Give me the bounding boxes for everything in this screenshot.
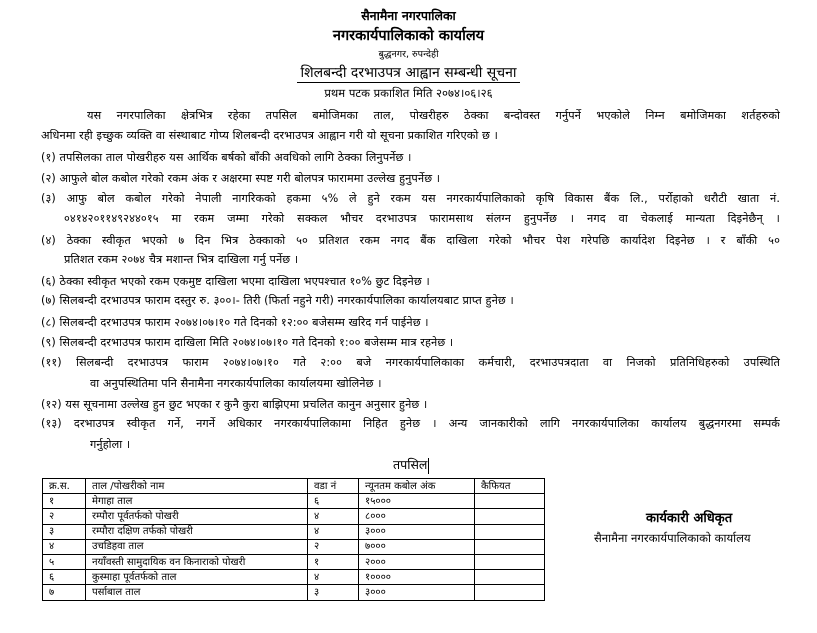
cell-remarks — [475, 554, 545, 569]
cell-ward: ४ — [308, 524, 359, 539]
cell-remarks — [475, 494, 545, 509]
column-header-serial: क्र.स. — [43, 479, 86, 494]
cell-name: रम्पौरा दक्षिण तर्फको पोखरी — [86, 524, 308, 539]
condition-line: (१२) यस सूचनामा उल्लेख हुन छुट भएका र कुनै कुरा बाझिएमा प्रचलित कानुन अनुसार हुनेछ । — [41, 398, 428, 411]
column-header-min-bid: न्यूनतम कबोल अंक — [359, 479, 475, 494]
cell-name: कुस्माहा पूर्वतर्फको ताल — [86, 570, 308, 585]
cell-name: नयाँवस्ती सामुदायिक वन किनाराको पोखरी — [86, 554, 308, 569]
cell-ward: १ — [308, 554, 359, 569]
publish-date: प्रथम पटक प्रकाशित मिति २०७४।०६।२६ — [324, 86, 493, 100]
cell-ward: ४ — [308, 509, 359, 524]
cell-remarks — [475, 524, 545, 539]
signatory-title: कार्यकारी अधिकृत — [646, 511, 733, 526]
intro-line: यस नगरपालिका क्षेत्रभित्र रहेका तपसिल बमोजिमका ताल, पोखरीहरु ठेक्का बन्दोवस्त गर्नुपर्ने भएकोले निम्न बमोजिमका शर्तहरुको — [87, 109, 780, 122]
table-row — [43, 524, 545, 539]
condition-line: गर्नुहोला । — [90, 438, 131, 451]
condition-line: ०४१४२०११४९२४४०१५ मा रकम जम्मा गरेको सक्कल भौचर दरभाउपत्र फारामसाथ संलग्न हुनुपर्नेछ । नगद वा चेकलाई मान्यता दिइनेछैन् । — [64, 212, 780, 225]
cell-remarks — [475, 570, 545, 585]
notice-title-text: शिलबन्दी दरभाउपत्र आह्वान सम्बन्धी सूचना — [297, 65, 519, 83]
cell-ward: २ — [308, 539, 359, 554]
cell-serial: ७ — [43, 585, 86, 600]
text-cursor — [428, 458, 429, 474]
table-row — [43, 554, 545, 569]
table-title — [393, 456, 429, 474]
condition-line: (२) आफुले बोल कबोल गरेको रकम अंक र अक्षरमा स्पष्ट गरी बोलपत्र फाराममा उल्लेख हुनुपर्नेछ । — [41, 172, 441, 185]
cell-min-bid: ८००० — [359, 509, 475, 524]
table-row — [43, 570, 545, 585]
cell-min-bid: ३००० — [359, 524, 475, 539]
cell-min-bid: ७००० — [359, 539, 475, 554]
cell-name: रम्पौरा पूर्वतर्फको पोखरी — [86, 509, 308, 524]
cell-serial: ३ — [43, 524, 86, 539]
pond-list-table — [42, 478, 545, 601]
cell-remarks — [475, 585, 545, 600]
cell-name: पर्साबाल ताल — [86, 585, 308, 600]
municipality-name: सैनामैना नगरपालिका — [361, 8, 456, 23]
table-row — [43, 585, 545, 600]
condition-line: (७) सिलबन्दी दरभाउपत्र फाराम दस्तुर रु. ३००।- तिरी (फिर्ता नहुने गरी) नगरकार्यपालिका कार्यालयबाट प्राप्त हुनेछ । — [41, 294, 514, 307]
condition-line: (९) सिलबन्दी दरभाउपत्र फाराम दाखिला मिति २०७४।०७।१० गते दिनको १:०० बजेसम्म मात्र रहनेछ । — [41, 336, 454, 349]
signatory-office: सैनामैना नगरकार्यपालिकाको कार्यालय — [594, 531, 751, 545]
condition-line: (३) आफु बोल कबोल गरेको नेपाली नागरिकको हकमा ५% ले हुने रकम यस नगरकार्यपालिकाको कृषि विकास बैंक लि., पर्रोहाको धरौटी खाता नं. — [41, 192, 780, 205]
office-name: नगरकार्यपालिकाको कार्यालय — [332, 28, 485, 44]
condition-line: (१) तपसिलका ताल पोखरीहरु यस आर्थिक बर्षको बाँकी अवधिको लागि ठेक्का लिनुपर्नेछ । — [41, 151, 412, 164]
table-row — [43, 509, 545, 524]
cell-serial: ४ — [43, 539, 86, 554]
table-title-text: तपसिल — [393, 457, 428, 472]
condition-line: वा अनुपस्थितिमा पनि सैनामैना नगरकार्यपालिका कार्यालयमा खोलिनेछ । — [90, 377, 382, 390]
condition-line: (८) सिलबन्दी दरभाउपत्र फाराम २०७४।०७।१० गते दिनको १२:०० बजेसम्म खरिद गर्न पाईनेछ । — [41, 316, 429, 329]
column-header-remarks: कैफियत — [475, 479, 545, 494]
cell-min-bid: १०००० — [359, 570, 475, 585]
cell-serial: १ — [43, 494, 86, 509]
table-header-row — [43, 479, 545, 494]
condition-line: (४) ठेक्का स्वीकृत भएको ७ दिन भित्र ठेक्काको ५० प्रतिशत रकम नगद बैंक दाखिला गरेको भौचर पेश गरेपछि कार्यादेश दिइनेछ । र बाँकी ५० — [41, 234, 780, 247]
cell-name: उचडिहवा ताल — [86, 539, 308, 554]
cell-serial: २ — [43, 509, 86, 524]
column-header-name: ताल /पोखरीको नाम — [86, 479, 308, 494]
notice-title — [0, 63, 817, 82]
cell-name: मेगाहा ताल — [86, 494, 308, 509]
cell-ward: ४ — [308, 570, 359, 585]
condition-line: (६) ठेक्का स्वीकृत भएको रकम एकमुष्ट दाखिला भएमा दाखिला भएपश्चात १०% छुट दिइनेछ । — [41, 275, 430, 288]
column-header-ward: वडा नं — [308, 479, 359, 494]
cell-serial: ५ — [43, 554, 86, 569]
cell-min-bid: ३००० — [359, 585, 475, 600]
cell-remarks — [475, 539, 545, 554]
table-row — [43, 539, 545, 554]
cell-min-bid: १५००० — [359, 494, 475, 509]
condition-line: (१३) दरभाउपत्र स्वीकृत गर्ने, नगर्ने अधिकार नगरकार्यपालिकामा निहित हुनेछ । अन्य जानकारीको लागि नगरकार्यपालिका कार्यालय बुद्धनगरमा सम्पर्क — [41, 417, 780, 430]
cell-ward: ६ — [308, 494, 359, 509]
condition-line: (११) सिलबन्दी दरभाउपत्र फाराम २०७४।०७।१० गते २:०० बजे नगरकार्यपालिकाका कर्मचारी, दरभाउपत्रदाता वा निजको प्रतिनिधिहरुको उपस्थिति — [41, 356, 780, 369]
cell-serial: ६ — [43, 570, 86, 585]
condition-line: प्रतिशत रकम २०७४ चैत्र मशान्त भित्र दाखिला गर्नु पर्नेछ । — [64, 253, 299, 266]
cell-min-bid: २००० — [359, 554, 475, 569]
cell-remarks — [475, 509, 545, 524]
table-row — [43, 494, 545, 509]
office-address: बुद्धनगर, रुपन्देही — [378, 49, 439, 60]
cell-ward: ३ — [308, 585, 359, 600]
intro-line: अधिनमा रही इच्छुक व्यक्ति वा संस्थाबाट गोप्य शिलबन्दी दरभाउपत्र आह्वान गरी यो सूचना प्रकाशित गरिएको छ । — [41, 129, 498, 142]
